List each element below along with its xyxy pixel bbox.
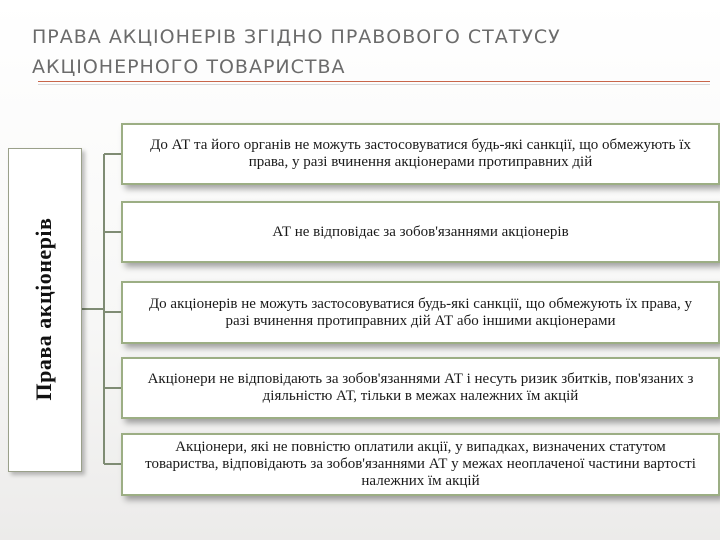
right-item-box-5 (121, 433, 720, 496)
right-item-box-3 (121, 281, 720, 344)
right-item-text-3: До акціонерів не можуть застосовуватися будь-які санкції, що обмежують їх права, у разі вчинення протиправних дій АТ або іншими акціонерами (148, 295, 693, 329)
right-item-text-4: Акціонери не відповідають за зобов'язаннями АТ і несуть ризик збитків, пов'язаних з діяльністю АТ, тільки в межах належних їм акцій (147, 371, 694, 404)
right-item-text-5: Акціонери, які не повністю оплатили акції, у випадках, визначених статутом товариства, відповідають за зобов'язаннями АТ у межах неоплаченої частини вартості належних їм акцій (145, 439, 696, 489)
right-item-text-1: До АТ та його органів не можуть застосовуватися будь-які санкції, що обмежують їх права, у разі вчинення акціонерами протиправних дій (150, 137, 691, 170)
root-label: Права акціонерів (31, 217, 56, 401)
right-item-box-2 (121, 201, 720, 263)
right-item-box-1 (121, 123, 720, 185)
right-item-box-4 (121, 357, 720, 419)
slide-title: ПРАВА АКЦІОНЕРІВ ЗГІДНО ПРАВОВОГО СТАТУСУ АКЦІОНЕРНОГО ТОВАРИСТВА (32, 26, 561, 78)
right-item-text-2: АТ не відповідає за зобов'язаннями акціонерів (272, 223, 569, 240)
